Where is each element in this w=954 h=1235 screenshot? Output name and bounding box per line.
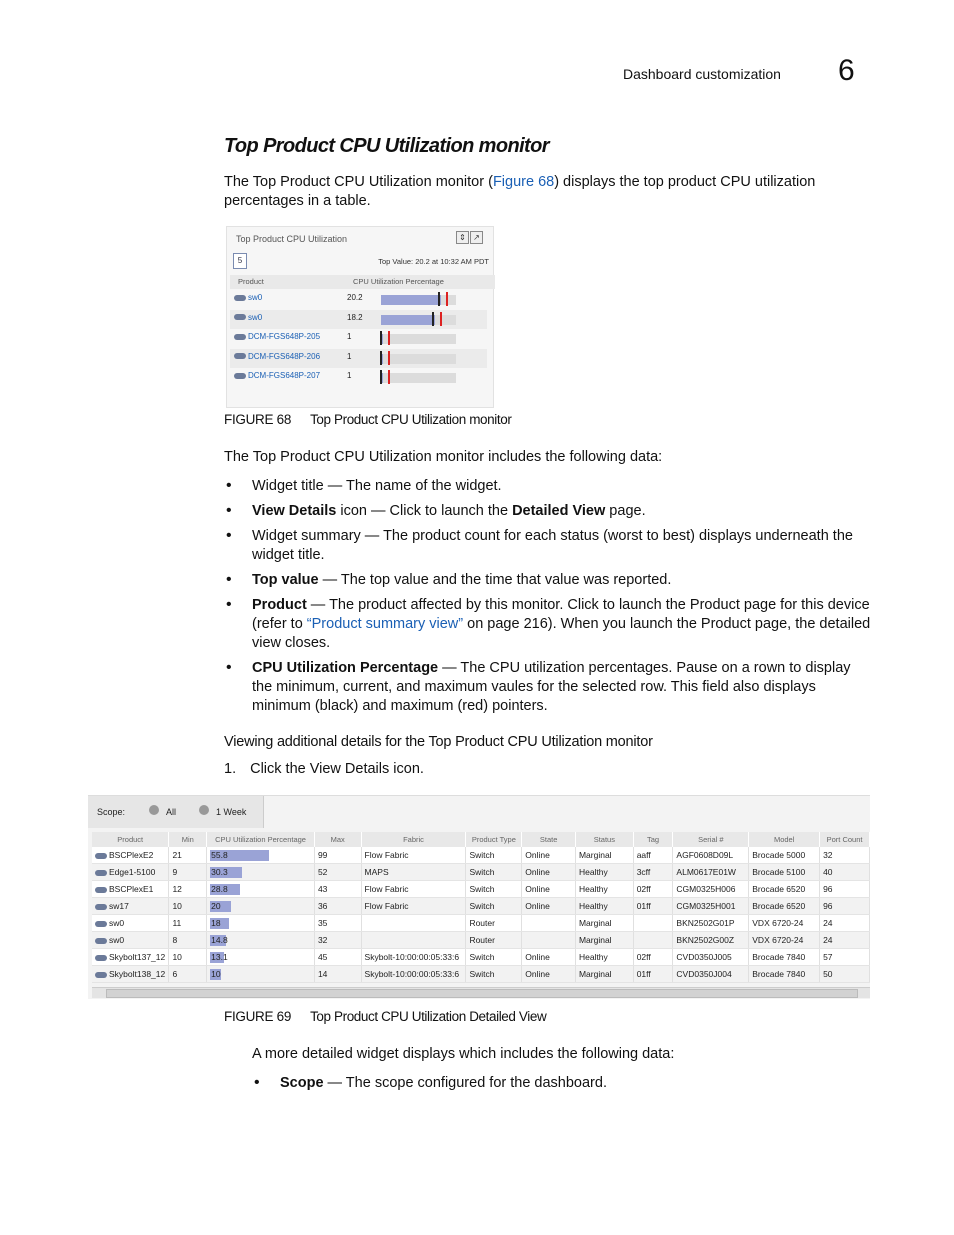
column-header-cpu[interactable]: CPU Utilization Percentage <box>345 275 495 289</box>
device-icon <box>95 904 107 910</box>
scope-all[interactable]: All <box>166 807 177 817</box>
list-item: • Widget title — The name of the widget. <box>226 477 502 494</box>
detail-table <box>92 832 870 983</box>
product-name[interactable]: sw0 <box>248 312 263 322</box>
cell-ports: 40 <box>820 864 870 881</box>
cell-cpu <box>207 915 315 932</box>
cell-serial: BKN2502G01P <box>673 915 749 932</box>
cell-model: Brocade 7840 <box>749 966 820 983</box>
product-name[interactable]: Edge1-5100 <box>109 867 156 877</box>
product-link[interactable] <box>234 352 320 361</box>
top-product-cpu-widget <box>226 226 494 408</box>
cell-type: Switch <box>466 864 522 881</box>
cell-max: 43 <box>314 881 361 898</box>
cell-model: Brocade 5000 <box>749 847 820 864</box>
cell-min: 10 <box>169 898 207 915</box>
product-name[interactable]: BSCPlexE1 <box>109 884 154 894</box>
device-icon <box>95 887 107 893</box>
column-header[interactable]: Status <box>575 832 633 847</box>
table-row[interactable] <box>92 898 870 915</box>
cell-cpu <box>207 898 315 915</box>
device-icon <box>95 853 107 859</box>
cell-serial: CGM0325H001 <box>673 898 749 915</box>
cell-fabric <box>361 932 466 949</box>
cell-min: 12 <box>169 881 207 898</box>
figure-69-caption: FIGURE 69 Top Product CPU Utilization Detailed View <box>224 1009 547 1024</box>
cpu-value: 13.1 <box>211 951 228 962</box>
widget-title: Top Product CPU Utilization <box>236 234 348 244</box>
status-count-badge[interactable]: 5 <box>233 253 247 269</box>
includes-paragraph: The Top Product CPU Utilization monitor includes the following data: <box>224 449 663 465</box>
cell-type: Router <box>466 932 522 949</box>
cell-product <box>92 864 169 881</box>
cell-status: Marginal <box>575 915 633 932</box>
table-row[interactable] <box>92 932 870 949</box>
min-pointer <box>432 312 434 326</box>
cell-model: VDX 6720-24 <box>749 932 820 949</box>
max-pointer <box>446 292 448 306</box>
cpu-bar-fill <box>381 315 435 325</box>
running-header: Dashboard customization <box>623 66 781 82</box>
list-item: • View Details icon — Click to launch the Detailed View page. <box>226 502 646 519</box>
cell-product <box>92 915 169 932</box>
min-pointer <box>380 331 382 345</box>
cpu-value: 1 <box>347 351 352 361</box>
cell-ports: 32 <box>820 847 870 864</box>
product-name[interactable]: sw17 <box>109 901 129 911</box>
cpu-value: 20.2 <box>347 293 363 302</box>
list-item: • CPU Utilization Percentage — The CPU utilization percentages. Pause on a rown to display the minimum, current, and maximum vaules for the selected row. This field also displays minimum (black) and maximum (red) pointers. <box>226 659 851 714</box>
cell-state: Online <box>522 898 576 915</box>
cell-state: Online <box>522 864 576 881</box>
cpu-value: 18 <box>211 917 221 928</box>
scope-bullet-list <box>252 1074 852 1099</box>
list-item: • Widget summary — The product count for each status (worst to best) displays underneath the widget title. <box>226 527 853 563</box>
scope-all-icon[interactable] <box>149 805 159 815</box>
cell-tag: 02ff <box>633 949 673 966</box>
table-row[interactable] <box>92 847 870 864</box>
cell-min: 8 <box>169 932 207 949</box>
cell-status: Healthy <box>575 898 633 915</box>
device-icon <box>95 870 107 876</box>
product-name[interactable]: Skybolt137_12 <box>109 952 166 962</box>
device-icon <box>234 314 246 320</box>
figure-68-caption: FIGURE 68 Top Product CPU Utilization monitor <box>224 412 512 427</box>
cell-type: Switch <box>466 847 522 864</box>
cpu-bar-track <box>381 334 456 344</box>
cell-model: Brocade 7840 <box>749 949 820 966</box>
cell-min: 6 <box>169 966 207 983</box>
cell-state: Online <box>522 881 576 898</box>
cell-fabric: Skybolt-10:00:00:05:33:6 <box>361 966 466 983</box>
column-header[interactable]: Product <box>92 832 169 847</box>
device-icon <box>95 938 107 944</box>
cell-model: VDX 6720-24 <box>749 915 820 932</box>
product-link[interactable] <box>234 332 320 341</box>
cpu-value: 18.2 <box>347 312 363 322</box>
cell-ports: 50 <box>820 966 870 983</box>
column-header[interactable]: Port Count <box>820 832 870 847</box>
intro-paragraph: The Top Product CPU Utilization monitor (Figure 68) displays the top product CPU utilization percentages in a table. <box>224 174 816 209</box>
max-pointer <box>388 331 390 345</box>
product-summary-link[interactable]: “Product summary view” <box>306 616 464 632</box>
device-icon <box>234 334 246 340</box>
cell-serial: ALM0617E01W <box>673 864 749 881</box>
cell-serial: CVD0350J004 <box>673 966 749 983</box>
device-icon <box>234 353 246 359</box>
list-item: • Product — The product affected by this monitor. Click to launch the Product page for this device (refer to “Product summary view” on page 216). When you launch the Product page, the detailed view closes. <box>226 596 871 651</box>
table-row[interactable] <box>92 915 870 932</box>
device-icon <box>95 955 107 961</box>
cell-product <box>92 881 169 898</box>
device-icon <box>234 373 246 379</box>
detailed-paragraph: A more detailed widget displays which includes the following data: <box>252 1046 675 1062</box>
cell-type: Switch <box>466 881 522 898</box>
column-header-product[interactable]: Product <box>230 275 353 289</box>
cpu-value: 55.8 <box>211 849 228 860</box>
cell-cpu <box>207 932 315 949</box>
top-value: Top Value: 20.2 at 10:32 AM PDT <box>378 257 489 266</box>
cpu-bar-track <box>381 295 456 305</box>
cell-ports: 96 <box>820 898 870 915</box>
data-bullet-list <box>224 477 872 722</box>
device-icon <box>234 295 246 301</box>
cpu-value: 28.8 <box>211 883 228 894</box>
product-name[interactable]: sw0 <box>109 918 125 928</box>
subsection-heading: Viewing additional details for the Top Product CPU Utilization monitor <box>224 734 653 750</box>
cpu-bar <box>210 901 231 912</box>
cell-tag: aaff <box>633 847 673 864</box>
column-header[interactable]: CPU Utilization Percentage <box>207 832 315 847</box>
cell-ports: 57 <box>820 949 870 966</box>
table-row[interactable] <box>230 290 487 309</box>
cell-serial: AGF0608D09L <box>673 847 749 864</box>
cpu-value: 20 <box>211 900 221 911</box>
column-header[interactable]: Serial # <box>673 832 749 847</box>
expand-icon[interactable]: ⇕ <box>456 231 469 244</box>
cell-status: Healthy <box>575 949 633 966</box>
cell-fabric: Flow Fabric <box>361 898 466 915</box>
column-header[interactable]: Min <box>169 832 207 847</box>
cell-state: Online <box>522 966 576 983</box>
cell-cpu <box>207 966 315 983</box>
cell-min: 11 <box>169 915 207 932</box>
cpu-bar <box>210 884 240 895</box>
cell-max: 35 <box>314 915 361 932</box>
step-1: 1. Click the View Details icon. <box>224 761 424 777</box>
cell-tag: 02ff <box>633 881 673 898</box>
device-icon <box>95 921 107 927</box>
cell-cpu <box>207 949 315 966</box>
scope-label: Scope: <box>97 807 126 817</box>
cell-status: Marginal <box>575 932 633 949</box>
product-name[interactable]: Skybolt138_12 <box>109 969 166 979</box>
cell-serial: BKN2502G00Z <box>673 932 749 949</box>
cell-type: Router <box>466 915 522 932</box>
cpu-bar <box>210 969 221 980</box>
cpu-value: 10 <box>211 968 221 979</box>
min-pointer <box>438 292 440 306</box>
product-link[interactable] <box>234 371 320 380</box>
table-row[interactable] <box>230 349 487 368</box>
column-header[interactable]: Product Type <box>466 832 522 847</box>
column-header[interactable]: State <box>522 832 576 847</box>
cpu-bar <box>210 935 226 946</box>
cell-min: 9 <box>169 864 207 881</box>
cell-min: 10 <box>169 949 207 966</box>
column-header[interactable]: Fabric <box>361 832 466 847</box>
cell-ports: 96 <box>820 881 870 898</box>
table-row[interactable] <box>92 949 870 966</box>
list-item: • Top value — The top value and the time that value was reported. <box>226 571 672 588</box>
cell-state <box>522 932 576 949</box>
cell-max: 45 <box>314 949 361 966</box>
cell-model: Brocade 6520 <box>749 898 820 915</box>
cell-cpu <box>207 881 315 898</box>
cell-state: Online <box>522 847 576 864</box>
section-title: Top Product CPU Utilization monitor <box>224 135 549 157</box>
min-pointer <box>380 351 382 365</box>
cell-serial: CVD0350J005 <box>673 949 749 966</box>
min-pointer <box>380 370 382 384</box>
max-pointer <box>388 351 390 365</box>
table-row[interactable] <box>230 310 487 329</box>
cpu-bar <box>210 951 228 963</box>
product-name[interactable]: DCM-FGS648P-207 <box>248 371 321 380</box>
cell-product <box>92 847 169 864</box>
cell-type: Switch <box>466 898 522 915</box>
chapter-number: 6 <box>838 54 855 87</box>
table-row[interactable] <box>230 368 487 387</box>
cell-serial: CGM0325H006 <box>673 881 749 898</box>
scope-week[interactable]: 1 Week <box>216 807 247 817</box>
cell-product <box>92 898 169 915</box>
product-link[interactable] <box>234 313 262 322</box>
cell-fabric: Flow Fabric <box>361 847 466 864</box>
detailed-view-widget <box>88 795 870 999</box>
cell-tag <box>633 915 673 932</box>
cell-product <box>92 932 169 949</box>
cpu-bar <box>210 918 229 929</box>
cell-fabric <box>361 915 466 932</box>
scope-bar <box>88 796 264 828</box>
cell-state <box>522 915 576 932</box>
cpu-bar-track <box>381 354 456 364</box>
device-icon <box>95 972 107 978</box>
cpu-bar-track <box>381 315 456 325</box>
cell-type: Switch <box>466 966 522 983</box>
cell-max: 32 <box>314 932 361 949</box>
cpu-value: 30.3 <box>211 866 228 877</box>
product-name[interactable]: DCM-FGS648P-206 <box>248 351 321 361</box>
product-link[interactable] <box>234 293 262 302</box>
cpu-bar <box>210 867 242 878</box>
cell-fabric: Skybolt-10:00:00:05:33:6 <box>361 949 466 966</box>
cell-fabric: Flow Fabric <box>361 881 466 898</box>
table-row[interactable] <box>230 329 487 348</box>
cell-cpu <box>207 847 315 864</box>
cell-type: Switch <box>466 949 522 966</box>
cpu-bar-track <box>381 373 456 383</box>
cell-min: 21 <box>169 847 207 864</box>
cell-tag: 01ff <box>633 966 673 983</box>
cell-max: 14 <box>314 966 361 983</box>
column-header[interactable]: Max <box>314 832 361 847</box>
cell-tag: 3cff <box>633 864 673 881</box>
horizontal-scrollbar[interactable] <box>92 987 870 998</box>
cell-tag: 01ff <box>633 898 673 915</box>
cell-product <box>92 966 169 983</box>
cell-ports: 24 <box>820 915 870 932</box>
product-name[interactable]: DCM-FGS648P-205 <box>248 332 321 341</box>
cpu-bar-fill <box>381 295 441 305</box>
cpu-value: 14.8 <box>211 934 228 945</box>
table-row[interactable] <box>92 881 870 898</box>
product-name[interactable]: sw0 <box>109 935 125 945</box>
cell-status: Marginal <box>575 847 633 864</box>
column-header[interactable]: Model <box>749 832 820 847</box>
column-header[interactable]: Tag <box>633 832 673 847</box>
cell-fabric: MAPS <box>361 864 466 881</box>
cell-max: 52 <box>314 864 361 881</box>
cell-max: 99 <box>314 847 361 864</box>
max-pointer <box>440 312 442 326</box>
cell-product <box>92 949 169 966</box>
clock-icon[interactable] <box>199 805 209 815</box>
cell-max: 36 <box>314 898 361 915</box>
cpu-value: 1 <box>347 371 352 380</box>
table-row[interactable] <box>92 966 870 983</box>
cell-status: Marginal <box>575 966 633 983</box>
cpu-bar <box>210 850 269 861</box>
cell-tag <box>633 932 673 949</box>
cell-status: Healthy <box>575 881 633 898</box>
product-name[interactable]: sw0 <box>248 293 263 302</box>
table-row[interactable] <box>92 864 870 881</box>
view-details-icon[interactable]: ↗ <box>470 231 483 244</box>
cell-ports: 24 <box>820 932 870 949</box>
cell-model: Brocade 6520 <box>749 881 820 898</box>
cpu-value: 1 <box>347 332 352 341</box>
cell-state: Online <box>522 949 576 966</box>
cell-model: Brocade 5100 <box>749 864 820 881</box>
cell-cpu <box>207 864 315 881</box>
list-item: • Scope — The scope configured for the dashboard. <box>254 1074 607 1091</box>
scrollbar-thumb[interactable] <box>106 989 858 998</box>
product-name[interactable]: BSCPlexE2 <box>109 850 154 860</box>
figure-68-link[interactable]: Figure 68 <box>492 174 555 190</box>
max-pointer <box>388 370 390 384</box>
cell-status: Healthy <box>575 864 633 881</box>
